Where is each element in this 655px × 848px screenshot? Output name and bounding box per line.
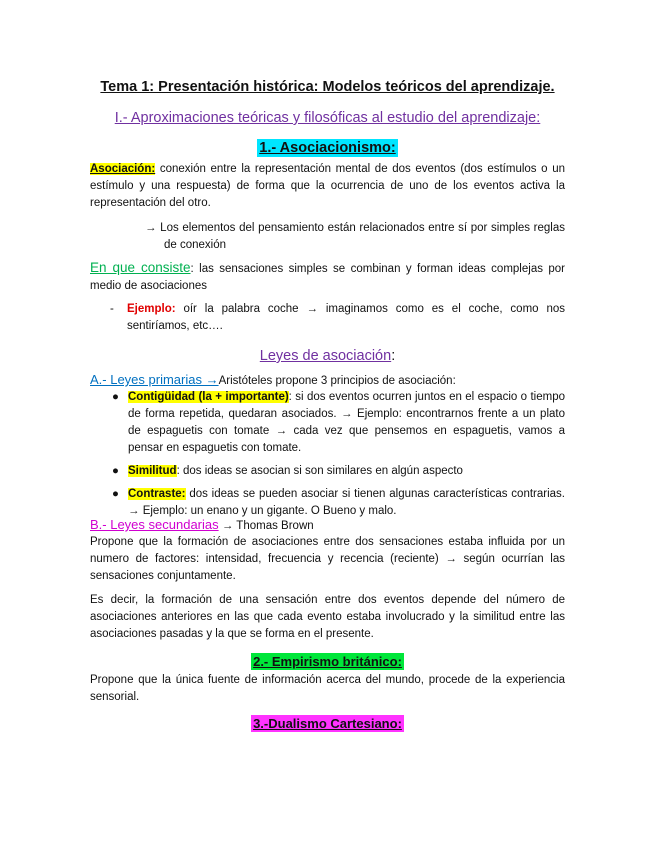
bullet-dot: ● [112,391,119,403]
bullet-dot: ● [112,488,119,500]
asociacion-definition: conexión entre la representación mental de dos eventos (dos estímulos o un estímulo y una respuesta) de forma que la ocurrencia de uno de los eventos activa la representación del otro. [90,163,565,209]
list-item-contiguidad [90,389,565,457]
leyes-primarias-text: Aristóteles propone 3 principios de asociación: [218,375,456,387]
heading-dualismo-wrap [90,715,565,733]
list-item-similitud [90,463,565,480]
paragraph-secundarias-1: Propone que la formación de asociaciones entre dos sensaciones estaba influida por un numero de factores: intensidad, frecuencia y recencia (reciente) → según ocurrían las sensaciones conjuntamente. [90,536,565,582]
ejemplo-text: oír la palabra coche → imaginamos como es el coche, como nos sentiríamos, etc…. [127,303,565,332]
paragraph-asociacion [90,161,565,212]
contraste-text: dos ideas se pueden asociar si tienen algunas características contrarias. → Ejemplo: un enano y un gigante. O Bueno y malo. [128,488,565,517]
list-item-contraste [90,486,565,520]
similitud-text: : dos ideas se asocian si son similares en algún aspecto [176,465,463,477]
label-en-que-consiste: En que consiste [90,260,191,275]
term-asociacion: Asociación: [90,163,156,175]
label-leyes-secundarias: B.- Leyes secundarias [90,517,219,532]
page-title: Tema 1: Presentación histórica: Modelos teóricos del aprendizaje. [100,79,555,95]
arrow-icon: → [145,222,161,234]
contiguidad-text: : si dos eventos ocurren juntos en el espacio o tiempo de forma repetida, quedaran asociados. → Ejemplo: encontrarnos frente a un plato de espaguetis con tomate → cada vez que pensemos en espaguetis, vamos a pensar en espaguetis con tomate. [128,391,565,454]
leyes-heading-colon: : [391,348,396,364]
leyes-secundarias-text: → Thomas Brown [218,520,314,532]
heading-asociacionismo: 1.- Asociacionismo: [259,140,396,156]
paragraph-en-que-consiste [90,259,565,295]
heading-dualismo: 3.-Dualismo Cartesiano: [253,716,402,731]
label-contraste: Contraste: [128,488,186,500]
ejemplo-item [90,301,565,335]
arrow-note [145,220,565,254]
heading-asociacionismo-wrap [90,139,565,157]
arrow-note-text: Los elementos del pensamiento están relacionados entre sí por simples reglas de conexión [160,222,566,251]
leyes-primarias-line [90,371,565,390]
label-ejemplo: Ejemplo: [127,303,176,315]
label-contiguidad: Contigüidad (la + importante) [128,391,289,403]
label-leyes-primarias: A.- Leyes primarias → [90,372,219,387]
heading-empirismo: 2.- Empirismo británico: [253,654,402,669]
leyes-heading-wrap [90,347,565,365]
leyes-primarias-list [90,389,565,520]
heading-empirismo-wrap [90,653,565,671]
paragraph-secundarias-2: Es decir, la formación de una sensación entre dos eventos depende del número de asociaciones anteriores en las que cada evento estaba involucrado y la similitud entre las asociaciones pasadas y la que se forma en el presente. [90,594,565,640]
leyes-heading: Leyes de asociación [259,348,392,364]
bullet-dot: ● [112,465,119,477]
section-heading-1: I.- Aproximaciones teóricas y filosóficas al estudio del aprendizaje: [114,110,541,126]
paragraph-empirismo: Propone que la única fuente de información acerca del mundo, procede de la experiencia sensorial. [90,674,565,703]
en-que-consiste-text: : las sensaciones simples se combinan y forman ideas complejas por medio de asociaciones [90,263,566,292]
leyes-secundarias-line [90,516,565,535]
dash-bullet: - [110,303,114,315]
label-similitud: Similitud [128,465,177,477]
